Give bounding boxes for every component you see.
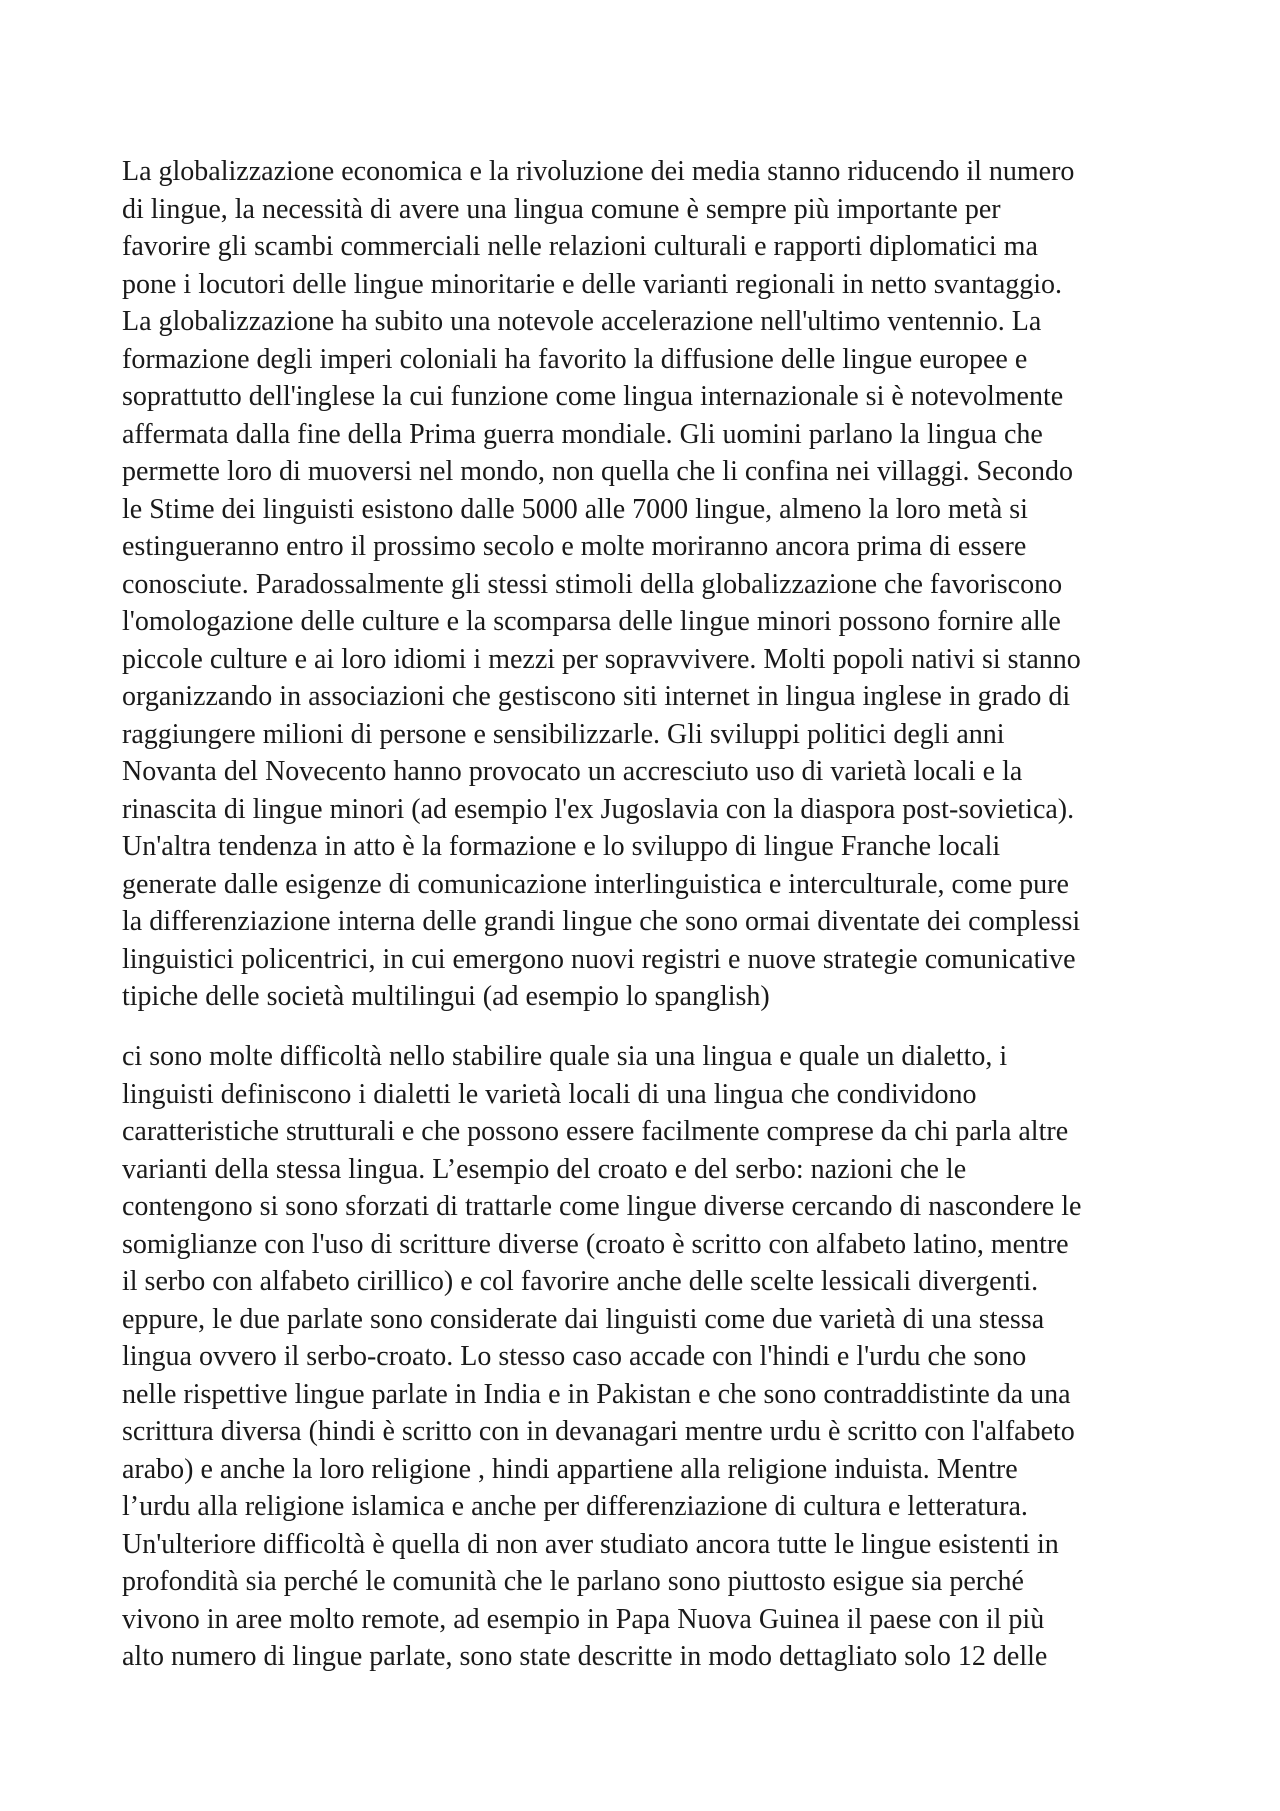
text-line: il serbo con alfabeto cirillico) e col favorire anche delle scelte lessicali divergenti. — [122, 1266, 1039, 1297]
text-line: linguisti definiscono i dialetti le varietà locali di una lingua che condividono — [122, 1078, 977, 1110]
text-line: La globalizzazione ha subito una notevole accelerazione nell'ultimo ventennio. La — [122, 306, 1042, 337]
text-line: la differenziazione interna delle grandi lingue che sono ormai diventate dei complessi — [122, 906, 1081, 937]
text-line: varianti della stessa lingua. L’esempio del croato e del serbo: nazioni che le — [122, 1153, 967, 1185]
text-line: La globalizzazione economica e la rivoluzione dei media stanno riducendo il numero — [122, 156, 1075, 187]
text-line: Un'ulteriore difficoltà è quella di non aver studiato ancora tutte le lingue esistenti in — [122, 1528, 1059, 1560]
text-line: alto numero di lingue parlate, sono state descritte in modo dettagliato solo 12 delle — [122, 1641, 1048, 1672]
text-line: l'omologazione delle culture e la scomparsa delle lingue minori possono fornire alle — [122, 606, 1061, 637]
text-line: rinascita di lingue minori (ad esempio l'ex Jugoslavia con la diaspora post-sovietica). — [122, 793, 1075, 825]
text-line: soprattutto dell'inglese la cui funzione come lingua internazionale si è notevolmente — [122, 381, 1064, 412]
text-line: generate dalle esigenze di comunicazione interlinguistica e interculturale, come pure — [122, 868, 1069, 900]
text-line: piccole culture e ai loro idiomi i mezzi per sopravvivere. Molti popoli nativi si stanno — [122, 643, 1081, 675]
text-line: contengono si sono sforzati di trattarle come lingue diverse cercando di nascondere le — [122, 1191, 1082, 1222]
text-line: caratteristiche strutturali e che possono essere facilmente comprese da chi parla altre — [122, 1116, 1069, 1147]
text-line: profondità sia perché le comunità che le parlano sono piuttosto esigue sia perché — [122, 1566, 1024, 1597]
text-line: arabo) e anche la loro religione , hindi appartiene alla religione induista. Mentre — [122, 1453, 1018, 1485]
text-line: l’urdu alla religione islamica e anche per differenziazione di cultura e letteratura. — [122, 1491, 1028, 1522]
paragraph-lingua-dialetto — [122, 1038, 1182, 1676]
text-line: Novanta del Novecento hanno provocato un accresciuto uso di varietà locali e la — [122, 756, 1023, 787]
text-line: permette loro di muoversi nel mondo, non quella che li confina nei villaggi. Secondo — [122, 456, 1073, 487]
text-line: affermata dalla fine della Prima guerra mondiale. Gli uomini parlano la lingua che — [122, 418, 1043, 450]
text-line: linguistici policentrici, in cui emergono nuovi registri e nuove strategie comunicative — [122, 943, 1076, 975]
text-line: scrittura diversa (hindi è scritto con in devanagari mentre urdu è scritto con l'alfabeto — [122, 1416, 1075, 1447]
text-line: tipiche delle società multilingui (ad esempio lo spanglish) — [122, 981, 770, 1012]
text-line: le Stime dei linguisti esistono dalle 5000 alle 7000 lingue, almeno la loro metà si — [122, 493, 1028, 525]
text-line: nelle rispettive lingue parlate in India e in Pakistan e che sono contraddistinte da una — [122, 1378, 1071, 1410]
text-line: eppure, le due parlate sono considerate dai linguisti come due varietà di una stessa — [122, 1303, 1045, 1335]
text-line: somiglianze con l'uso di scritture diverse (croato è scritto con alfabeto latino, mentre — [122, 1228, 1069, 1260]
text-line: vivono in aree molto remote, ad esempio in Papa Nuova Guinea il paese con il più — [122, 1603, 1045, 1635]
text-line: organizzando in associazioni che gestiscono siti internet in lingua inglese in grado di — [122, 681, 1071, 712]
text-line: conosciute. Paradossalmente gli stessi stimoli della globalizzazione che favoriscono — [122, 568, 1063, 600]
text-line: raggiungere milioni di persone e sensibilizzarle. Gli sviluppi politici degli anni — [122, 718, 1005, 750]
text-line: lingua ovvero il serbo-croato. Lo stesso caso accade con l'hindi e l'urdu che sono — [122, 1341, 1027, 1372]
text-line: favorire gli scambi commerciali nelle relazioni culturali e rapporti diplomatici ma — [122, 231, 1038, 262]
text-line: di lingue, la necessità di avere una lingua comune è sempre più importante per — [122, 193, 1001, 225]
paragraph-globalizzazione — [122, 153, 1182, 1016]
text-line: Un'altra tendenza in atto è la formazione e lo sviluppo di lingue Franche locali — [122, 831, 1001, 862]
text-line: estingueranno entro il prossimo secolo e molte moriranno ancora prima di essere — [122, 531, 1027, 562]
text-line: pone i locutori delle lingue minoritarie e delle varianti regionali in netto svantaggio. — [122, 268, 1063, 300]
text-line: ci sono molte difficoltà nello stabilire quale sia una lingua e quale un dialetto, i — [122, 1041, 1008, 1072]
text-line: formazione degli imperi coloniali ha favorito la diffusione delle lingue europee e — [122, 343, 1028, 375]
